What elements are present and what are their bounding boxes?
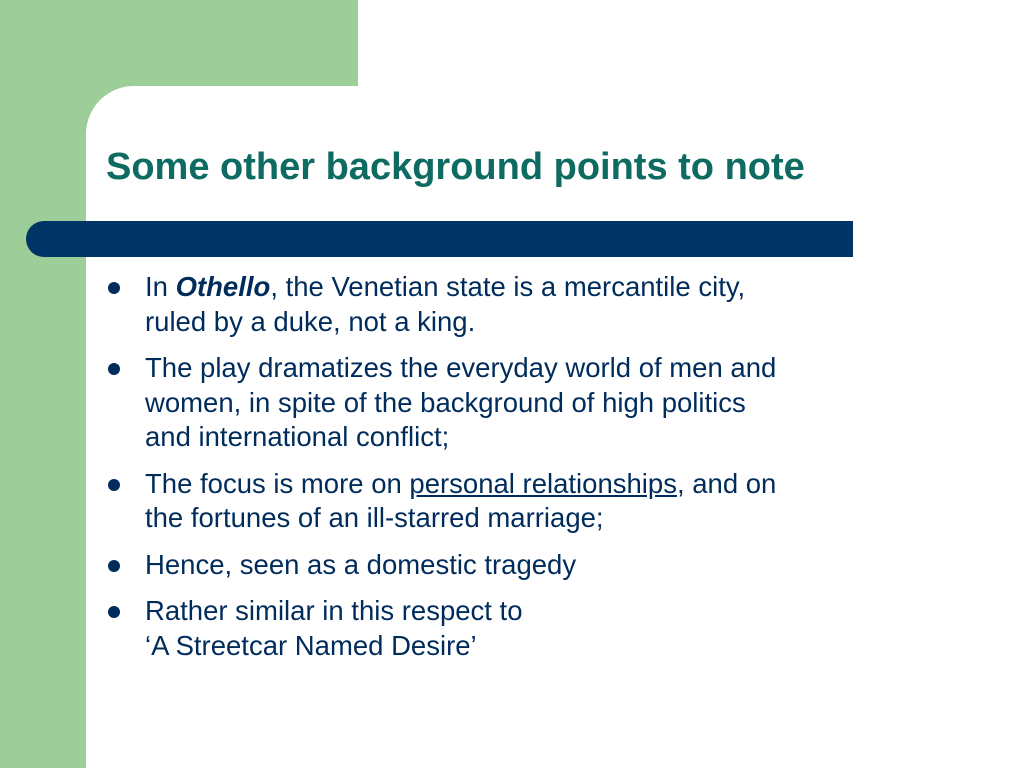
- bullet-dot-icon: [108, 560, 120, 572]
- bullet-line: women, in spite of the background of high politics: [145, 386, 746, 418]
- bullet-item-othello: [108, 270, 988, 339]
- bullet-list: [108, 270, 988, 675]
- bullet-line: ruled by a duke, not a king.: [145, 305, 476, 337]
- bullet-line: [145, 270, 988, 305]
- underlined-text: personal relationships: [409, 467, 677, 499]
- bullet-line: Hence, seen as a domestic tragedy: [145, 548, 577, 580]
- bullet-text: , the Venetian state is a mercantile city,: [270, 271, 746, 302]
- bullet-line: Rather similar in this respect to: [145, 595, 523, 626]
- emphasis-text: Othello: [175, 271, 271, 302]
- bullet-dot-icon: [108, 479, 120, 491]
- bullet-line: ‘A Streetcar Named Desire’: [145, 629, 477, 661]
- bullet-text: The focus is more on: [145, 467, 410, 499]
- slide-title: Some other background points to note: [106, 146, 805, 188]
- bullet-item-streetcar: [108, 594, 988, 663]
- bullet-line: [145, 467, 988, 502]
- bullet-line: The play dramatizes the everyday world of men and: [145, 352, 777, 383]
- bullet-dot-icon: [108, 606, 120, 618]
- bullet-text: , and on: [676, 467, 777, 499]
- bullet-dot-icon: [108, 363, 120, 375]
- bullet-line: and international conflict;: [145, 421, 450, 452]
- bullet-dot-icon: [108, 282, 120, 294]
- bullet-text: In: [145, 271, 176, 302]
- bullet-item-domestic-tragedy: [108, 548, 988, 583]
- bullet-line: the fortunes of an ill-starred marriage;: [145, 502, 604, 533]
- bullet-item-everyday-world: [108, 351, 988, 455]
- title-underline-bar: [26, 221, 853, 257]
- bullet-item-focus: [108, 467, 988, 536]
